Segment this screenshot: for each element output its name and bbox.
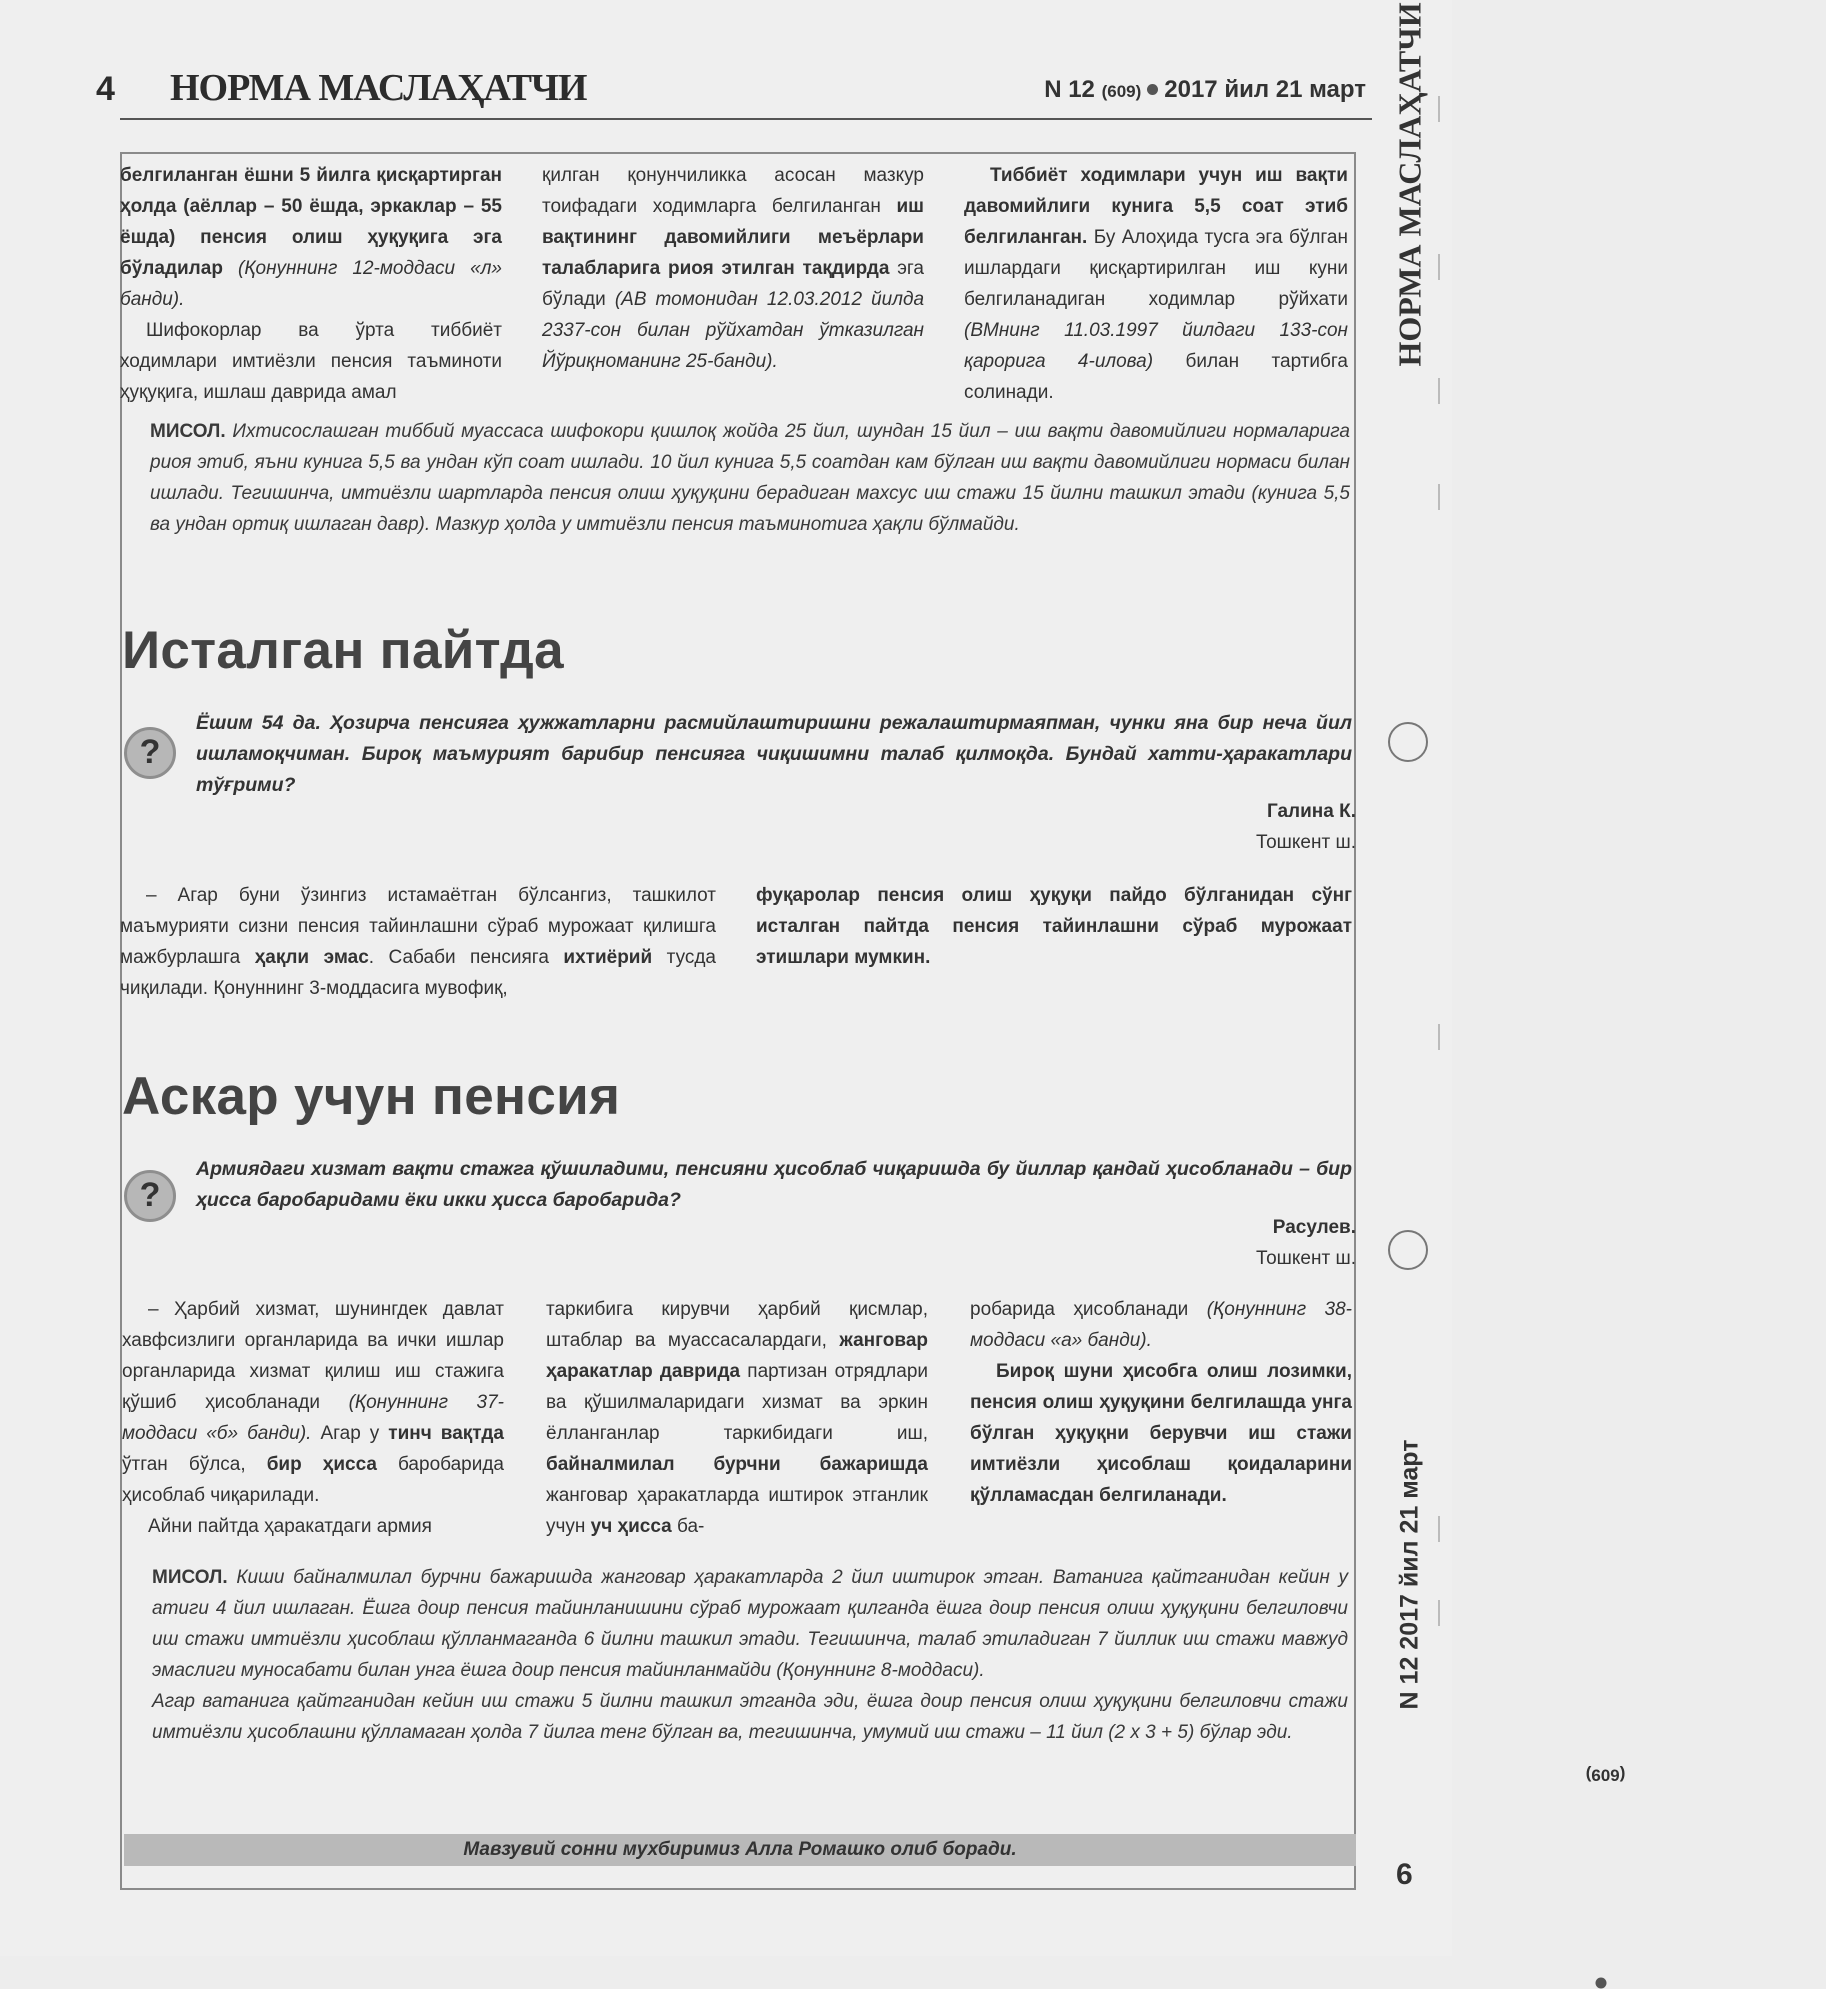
author-city: Тошкент ш. <box>1255 1248 1356 1269</box>
header-rule <box>120 118 1372 120</box>
answer-column-1: – Агар буни ўзингиз истамаётган бўлсангиз, ташкилот маъмурияти сизни пенсия тайинлашни сўраб мурожаат қилишга мажбурлашга ҳақли эмас. Сабаби пенсияга ихтиёрий тусда чиқилади. Қонуннинг 3-моддасига мувофиқ, <box>120 885 717 999</box>
issue-count: (609) <box>1101 82 1142 101</box>
reader-question-2: Армиядаги хизмат вақти стажга қўшиладими, пенсияни ҳисоблаб чиқаришда бу йиллар қандай ҳисобланади – бир ҳисса баробаридами ёки икки ҳисса баробарида? <box>196 1158 1352 1211</box>
question-mark-icon: ? <box>124 727 176 779</box>
answer2-column-1: – Ҳарбий хизмат, шунингдек давлат хавфсизлиги органларида ва ички ишлар органларида хизмат қилиш иш стажига қўшиб ҳисобланади (Қонуннинг 37-моддаси «б» банди). Агар у тинч вақтда ўтган бўлса, бир ҳисса баробарида ҳисоблаб чиқарилади. Айни пайтда ҳаракатдаги армия <box>122 1299 505 1537</box>
issue-date: 2017 йил 21 март <box>1164 76 1366 103</box>
binder-hole-top <box>1388 722 1428 762</box>
margin-tick <box>1438 254 1440 280</box>
issue-number: N 12 <box>1044 76 1095 103</box>
example-block-2: МИСОЛ. Киши байналмилал бурчни бажаришда жанговар ҳаракатларда 2 йил иштирок этган. Ватанига қайтганидан кейин у атиги 4 йил ишлаган. Ёшга доир пенсия тайинланишини сўраб мурожаат қилганда ёшга доир пенсия олиш ҳуқуқини белгиловчи иш стажи имтиёзли ҳисоблаш қўлланмаганда 6 йилни ташкил этади. Тегишинча, талаб этиладиган 7 йиллик иш стажи мавжуд эмаслиги муносабати билан унга ёшга доир пенсия тайинланмайди (Қонуннинг 8-моддаси). Агар ватанига қайтганидан кейин иш стажи 5 йилни ташкил этганда эди, ёшга доир пенсия олиш ҳуқуқини белгиловчи стажи имтиёзли ҳисоблашни қўлламаган ҳолда 7 йилга тенг бўлган ва, тегишинча, умумий иш стажи – 11 йил (2 х 3 + 5) бўлар эди. <box>152 1567 1348 1743</box>
side-issue-count: (609) <box>1585 1765 1626 1785</box>
side-issue <box>1390 1360 1626 1800</box>
margin-tick <box>1438 1600 1440 1626</box>
reader-question-1: Ёшим 54 да. Ҳозирча пенсияга ҳужжатларни расмийлаштиришни режалаштирмаяпман, чунки яна бир неча йил ишламоқчиман. Бироқ маъмурият барибир пенсияга чиқишимни талаб қилмоқда. Бундай хатти-ҳаракатлари тўғрими? <box>196 712 1352 796</box>
side-issue-date: 2017 йил 21 март <box>1395 1439 1424 1650</box>
issue-info <box>1044 76 1366 104</box>
example-block-1: МИСОЛ. Ихтисослашган тиббий муассаса шифокори қишлоқ жойда 25 йил, шундан 15 йил – иш вақти давомийлиги нормаларига риоя этиб, яъни кунига 5,5 ва ундан кўп соат ишлади. 10 йил кунига 5,5 соатдан кам бўлган иш вақти давомийлиги нормаси билан ишлади. Тегишинча, имтиёзли шартларда пенсия олиш ҳуқуқини берадиган махсус иш стажи 15 йилни ташкил этади (кунига 5,5 ва ундан ортиқ ишлаган давр). Мазкур ҳолда у имтиёзли пенсия таъминотига ҳақли бўлмайди. <box>150 421 1350 535</box>
page-number: 4 <box>96 70 115 108</box>
binder-hole-bottom <box>1388 1230 1428 1270</box>
side-title: НОРМА МАСЛАҲАТЧИ <box>1391 2 1428 367</box>
question-mark-icon: ? <box>124 1170 176 1222</box>
author-name: Расулев. <box>1272 1217 1356 1238</box>
question-author-1 <box>1256 796 1356 858</box>
example-label: МИСОЛ. <box>152 1567 228 1588</box>
top-column-3: Тиббиёт ходимлари учун иш вақти давомийлиги кунига 5,5 соат этиб белгиланган. Бу Алоҳида тусга эга бўлган ишлардаги қисқартирилган иш куни белгиланадиган ходимлар рўйхати (ВМнинг 11.03.1997 йилдаги 133-сон қарорига 4-илова) билан тартибга солинади. <box>964 165 1348 403</box>
margin-tick <box>1438 1516 1440 1542</box>
example-label: МИСОЛ. <box>150 421 226 442</box>
side-issue-number: N 12 <box>1395 1656 1424 1710</box>
author-city: Тошкент ш. <box>1255 832 1356 853</box>
section-title-anytime: Исталган пайтда <box>122 621 564 680</box>
answer2-column-2: таркибига кирувчи ҳарбий қисмлар, штаблар ва муассасалардаги, жанговар ҳаракатлар даврида партизан отрядлари ва қўшилмаларидаги хизмат ва эркин ёлланганлар таркибидаги иш, байналмилал бурчни бажаришда жанговар ҳаракатларда иштирок этганлик учун уч ҳисса ба- <box>546 1299 929 1537</box>
question-author-2 <box>1256 1212 1356 1274</box>
margin-tick <box>1438 96 1440 122</box>
side-bullet-dot <box>1596 1978 1607 1989</box>
section-title-soldier-pension: Аскар учун пенсия <box>122 1067 621 1126</box>
bullet-dot <box>1147 84 1158 95</box>
author-name: Галина К. <box>1266 801 1356 822</box>
answer-column-2: фуқаролар пенсия олиш ҳуқуқи пайдо бўлганидан сўнг исталган пайтда пенсия тайинлашни сўраб мурожаат этишлари мумкин. <box>756 885 1352 968</box>
top-column-1: белгиланган ёшни 5 йилга қисқартирган ҳолда (аёллар – 50 ёшда, эркаклар – 55 ёшда) пенсия олиш ҳуқуқига эга бўладилар (Қонуннинг 12-моддаси «л» банди). Шифокорлар ва ўрта тиббиёт ходимлари имтиёзли пенсия таъминоти ҳуқуқига, ишлаш даврида амал <box>120 165 502 403</box>
margin-tick <box>1438 484 1440 510</box>
top-column-2: қилган қонунчиликка асосан мазкур тоифадаги ходимларга белгиланган иш вақтининг давомийлиги меъёрлари талабларига риоя этилган тақдирда эга бўлади (АВ томонидан 12.03.2012 йилда 2337-сон билан рўйхатдан ўтказилган Йўриқноманинг 25-банди). <box>542 165 925 372</box>
margin-tick <box>1438 378 1440 404</box>
publication-title: НОРМА МАСЛАҲАТЧИ <box>170 67 587 109</box>
answer2-column-3: робарида ҳисобланади (Қонуннинг 38-моддаси «а» банди). Бироқ шуни ҳисобга олиш лозимки, пенсия олиш ҳуқуқини белгилашда унга бўлган ҳуқуқни берувчи иш стажи имтиёзли ҳисоблаш қоидаларини қўлламасдан белгиланади. <box>970 1299 1353 1506</box>
footer-credit: Мавзувий сонни мухбиримиз Алла Ромашко олиб боради. <box>463 1839 1017 1860</box>
side-page-number: 6 <box>1396 1858 1413 1891</box>
margin-tick <box>1438 1024 1440 1050</box>
